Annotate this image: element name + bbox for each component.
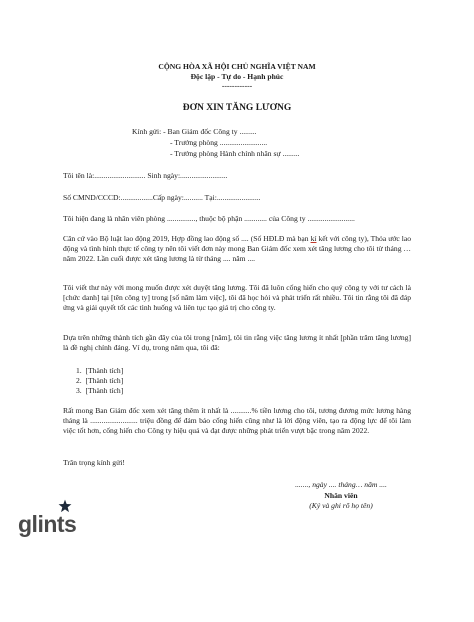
closing-line: Trân trọng kính gửi! [63,458,125,467]
id-field: Số CMND/CCCD:.................Cấp ngày:.......... Tại:....................... [63,193,261,202]
logo-wordmark: glints [18,511,77,537]
country-header: CỘNG HÒA XÃ HỘI CHỦ NGHĨA VIỆT NAM [158,62,316,71]
signature-date: ......., ngày .... tháng… năm .... [295,480,387,489]
achievement-item: 2. [Thành tích] [76,376,124,385]
paragraph-intent: Tôi viết thư này với mong muốn được xét duyệt tăng lương. Tôi đã luôn cống hiến cho quý công ty với tư cách là [chức danh] tại [tên công ty] trong [số năm làm việc], tôi đã học hỏi và phát triển rất nhiều. Tôi tin rằng tôi đã đáp ứng và giải quyết tốt các tình huống và liên tục tạo giá trị cho công ty. [63,283,411,312]
name-field: Tôi tên là:........................... Sinh ngày:......................... [63,171,228,180]
recipient-line-3: - Trưởng phòng Hành chính nhân sự ......... [170,149,300,158]
achievement-item: 3. [Thành tích] [76,386,124,395]
star-icon [58,499,72,513]
paragraph-achievements-intro: Dựa trên những thành tích gần đây của tôi trong [năm], tôi tin rằng việc tăng lương ít nhất [phần trăm tăng lương] là đề nghị chính đáng. Ví dụ, trong năm qua, tôi đã: [63,333,411,352]
signature-role: Nhân viên [324,491,358,500]
document-title: ĐƠN XIN TĂNG LƯƠNG [182,103,292,113]
glints-logo [18,503,98,537]
recipient-line-2: - Trưởng phòng ......................... [170,138,268,147]
achievement-item: 1. [Thành tích] [76,366,124,375]
signature-note: (Ký và ghi rõ họ tên) [309,501,373,510]
position-field: Tôi hiện đang là nhân viên phòng ..............., thuộc bộ phận ............ của Công ty ......................... [63,214,355,223]
motto: Độc lập - Tự do - Hạnh phúc [190,72,284,81]
header-separator: ------------ [221,81,253,90]
recipient-line-1: Kính gửi: - Ban Giám đốc Công ty ......... [132,127,257,136]
paragraph-legal-basis: Căn cứ vào Bộ luật lao động 2019, Hợp đồng lao động số .... (Số HĐLĐ mà bạn kí kết với công ty), Thỏa ước lao động và tình hình thực tế công ty nên tôi viết đơn này mong Ban Giám đốc xem xét tăng lương cho tôi từ tháng … năm 2022. Lần cuối được xét tăng lương là từ tháng .... năm .... [63,234,411,263]
paragraph-request: Rất mong Ban Giám đốc xem xét tăng thêm ít nhất là ...........% tiền lương cho tôi, tương đương mức lương hàng tháng là ......................... triệu đồng để đảm bảo cống hiến cũng như là lời động viên, tạo ra động lực để tôi làm việc tốt hơn, cống hiến cho Công ty hiệu quả và đạt được những phát triển vượt bậc trong năm 2022. [63,406,411,435]
